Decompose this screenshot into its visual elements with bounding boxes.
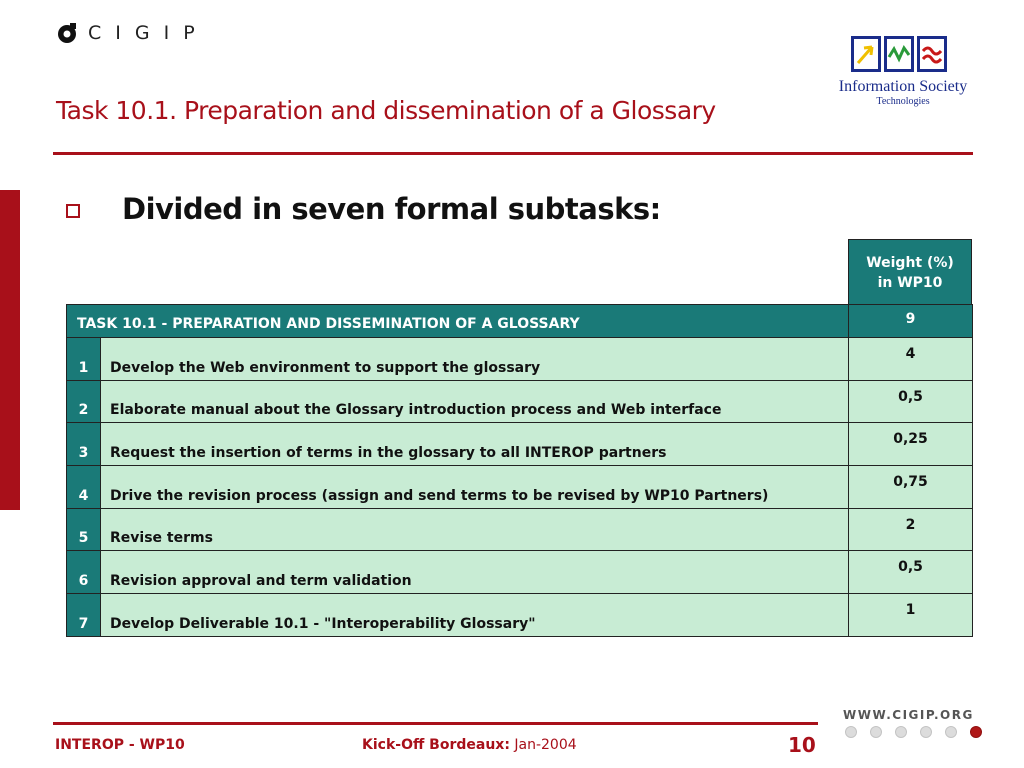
footer-event-date: Jan-2004 [514,737,577,753]
table-row [67,551,973,594]
title-divider [53,152,973,155]
dot-icon [895,726,907,738]
subtask-weight: 2 [849,508,973,551]
active-dot-icon [970,726,982,738]
subtask-weight: 0,5 [849,551,973,594]
table-row [67,423,973,466]
table-row [67,466,973,509]
subtask-description: Request the insertion of terms in the glossary to all INTEROP partners [101,423,849,466]
dot-icon [920,726,932,738]
subtasks-table [66,304,973,637]
weight-header-line-1: Weight (%) [866,255,954,271]
subtask-description: Develop Deliverable 10.1 - "Interoperability Glossary" [101,594,849,637]
cigip-mark-icon [56,22,78,44]
bullet-text: Divided in seven formal subtasks: [122,192,661,226]
subtask-weight: 0,75 [849,466,973,509]
subtask-weight: 0,25 [849,423,973,466]
ist-arrow-icon [851,36,881,72]
subtask-weight: 4 [849,338,973,381]
dot-icon [870,726,882,738]
table-row [67,338,973,381]
website-logo: WWW.CIGIP.ORG [843,708,974,722]
ist-logo-subtitle: Technologies [876,96,930,107]
subtask-number: 7 [67,594,101,637]
subtask-description: Develop the Web environment to support the glossary [101,338,849,381]
cigip-logo-text: CIGIP [88,22,209,44]
decorative-dots [845,726,982,738]
slide-title: Task 10.1. Preparation and dissemination of a Glossary [56,96,716,125]
subtask-description: Elaborate manual about the Glossary introduction process and Web interface [101,380,849,423]
subtask-description: Revise terms [101,508,849,551]
task-header-weight: 9 [849,305,973,338]
subtask-number: 2 [67,380,101,423]
ist-logo-title: Information Society [838,78,968,95]
task-header-row [67,305,973,338]
side-accent-bar [0,190,20,510]
subtask-number: 1 [67,338,101,381]
footer-event [362,737,577,753]
subtask-description: Revision approval and term validation [101,551,849,594]
page-number: 10 [788,733,816,757]
ist-logo-boxes [851,36,947,72]
subtask-number: 4 [67,466,101,509]
footer-project: INTEROP - WP10 [55,737,185,753]
ist-approx-icon [917,36,947,72]
task-header-name: TASK 10.1 - PREPARATION AND DISSEMINATION OF A GLOSSARY [67,305,849,338]
table-row [67,508,973,551]
footer-divider [53,722,818,725]
weight-column-header [848,239,972,305]
table-row [67,594,973,637]
square-bullet-icon [66,204,80,218]
subtask-description: Drive the revision process (assign and send terms to be revised by WP10 Partners) [101,466,849,509]
subtask-weight: 0,5 [849,380,973,423]
bullet-point [66,192,661,226]
dot-icon [945,726,957,738]
subtask-number: 3 [67,423,101,466]
subtask-weight: 1 [849,594,973,637]
footer-event-label: Kick-Off Bordeaux: [362,737,510,753]
dot-icon [845,726,857,738]
cigip-logo [56,20,209,46]
ist-logo [833,36,973,108]
weight-header-line-2: in WP10 [877,275,943,291]
subtask-number: 6 [67,551,101,594]
subtask-number: 5 [67,508,101,551]
ist-wave-icon [884,36,914,72]
table-row [67,380,973,423]
